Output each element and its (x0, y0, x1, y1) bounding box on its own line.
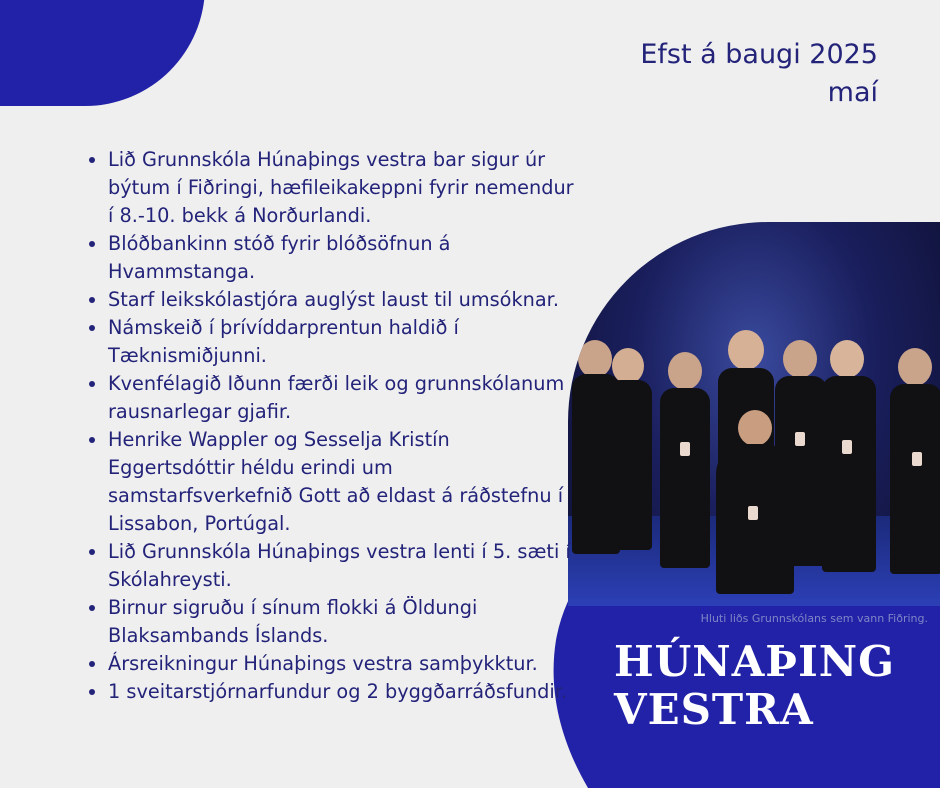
list-item: • Starf leikskólastjóra auglýst laust til umsóknar. (108, 286, 578, 314)
list-item: • Blóðbankinn stóð fyrir blóðsöfnun á Hvammstanga. (108, 230, 578, 286)
list-item: • Námskeið í þrívíddarprentun haldið í Tæknismiðjunni. (108, 314, 578, 370)
heading-month: maí (827, 77, 878, 108)
photo-caption: Hluti liðs Grunnskólans sem vann Fiðring. (700, 612, 928, 625)
page-heading (640, 36, 878, 112)
news-list (88, 146, 578, 706)
list-item: • Kvenfélagið Iðunn færði leik og grunnskólanum rausnarlegar gjafir. (108, 370, 578, 426)
list-item: • Ársreikningur Húnaþings vestra samþykktur. (108, 650, 578, 678)
heading-title: Efst á baugi 2025 (640, 39, 878, 70)
list-item: • Henrike Wappler og Sesselja Kristín Eggertsdóttir héldu erindi um samstarfsverkefnið Gott að eldast á ráðstefnu í Lissabon, Portúgal. (108, 426, 578, 538)
logo-wordmark (614, 638, 895, 734)
logo-line1: HÚNAÞING (614, 637, 895, 686)
list-item: • Lið Grunnskóla Húnaþings vestra lenti í 5. sæti í Skólahreysti. (108, 538, 578, 594)
list-item: • 1 sveitarstjórnarfundur og 2 byggðarráðsfundir. (108, 678, 578, 706)
logo-line2: VESTRA (614, 685, 814, 734)
list-item: • Lið Grunnskóla Húnaþings vestra bar sigur úr býtum í Fiðringi, hæfileikakeppni fyrir nemendur í 8.-10. bekk á Norðurlandi. (108, 146, 578, 230)
list-item: • Birnur sigruðu í sínum flokki á Öldungi Blaksambands Íslands. (108, 594, 578, 650)
